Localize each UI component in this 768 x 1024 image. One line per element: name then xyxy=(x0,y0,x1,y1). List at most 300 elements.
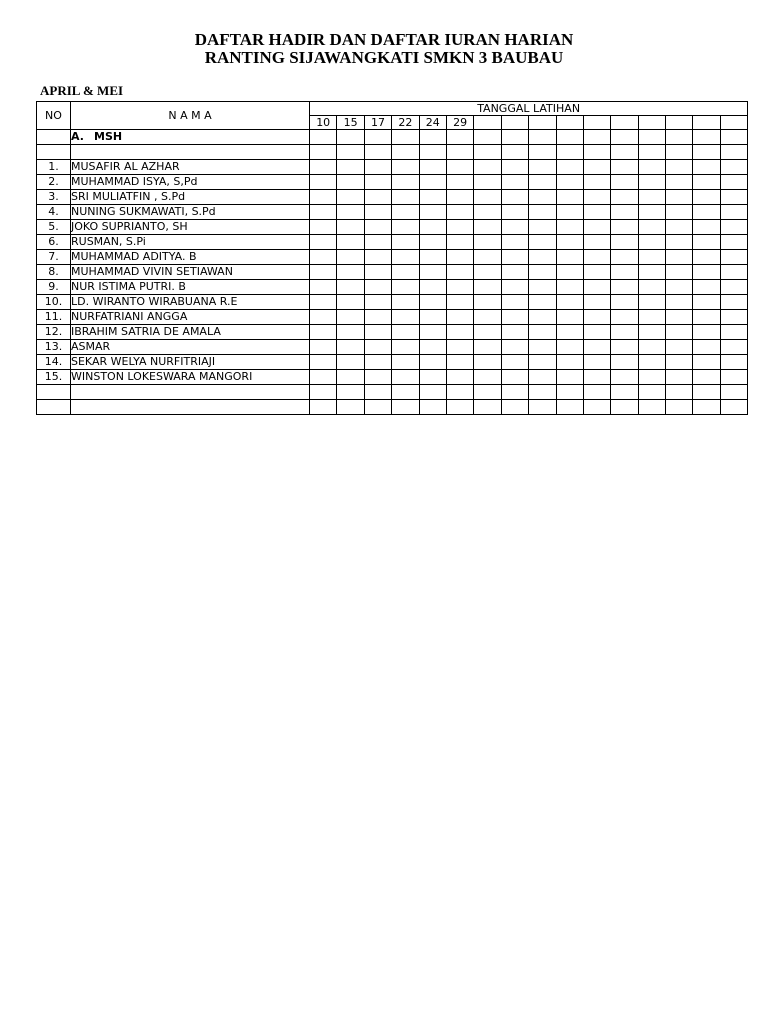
attendance-cell[interactable] xyxy=(529,355,556,370)
attendance-cell[interactable] xyxy=(474,340,501,355)
attendance-cell[interactable] xyxy=(419,310,446,325)
attendance-cell[interactable] xyxy=(666,175,693,190)
attendance-cell[interactable] xyxy=(474,295,501,310)
attendance-cell[interactable] xyxy=(611,370,638,385)
attendance-cell[interactable] xyxy=(501,205,528,220)
attendance-cell[interactable] xyxy=(364,370,391,385)
attendance-cell[interactable] xyxy=(638,325,665,340)
attendance-cell[interactable] xyxy=(583,250,610,265)
attendance-cell[interactable] xyxy=(529,250,556,265)
attendance-cell[interactable] xyxy=(556,220,583,235)
attendance-cell[interactable] xyxy=(337,205,364,220)
attendance-cell[interactable] xyxy=(693,295,720,310)
attendance-cell[interactable] xyxy=(720,295,747,310)
attendance-cell[interactable] xyxy=(419,340,446,355)
attendance-cell[interactable] xyxy=(556,355,583,370)
attendance-cell[interactable] xyxy=(364,160,391,175)
attendance-cell[interactable] xyxy=(583,295,610,310)
attendance-cell[interactable] xyxy=(501,385,528,400)
attendance-cell[interactable] xyxy=(638,175,665,190)
attendance-cell[interactable] xyxy=(529,205,556,220)
attendance-cell[interactable] xyxy=(310,400,337,415)
attendance-cell[interactable] xyxy=(337,175,364,190)
attendance-cell[interactable] xyxy=(638,160,665,175)
attendance-cell[interactable] xyxy=(474,385,501,400)
attendance-cell[interactable] xyxy=(720,385,747,400)
attendance-cell[interactable] xyxy=(310,385,337,400)
attendance-cell[interactable] xyxy=(337,130,364,145)
attendance-cell[interactable] xyxy=(446,190,473,205)
attendance-cell[interactable] xyxy=(583,385,610,400)
attendance-cell[interactable] xyxy=(337,370,364,385)
attendance-cell[interactable] xyxy=(529,310,556,325)
attendance-cell[interactable] xyxy=(310,295,337,310)
attendance-cell[interactable] xyxy=(474,370,501,385)
attendance-cell[interactable] xyxy=(529,160,556,175)
attendance-cell[interactable] xyxy=(666,325,693,340)
attendance-cell[interactable] xyxy=(337,235,364,250)
attendance-cell[interactable] xyxy=(310,325,337,340)
attendance-cell[interactable] xyxy=(693,385,720,400)
attendance-cell[interactable] xyxy=(446,325,473,340)
attendance-cell[interactable] xyxy=(638,295,665,310)
attendance-cell[interactable] xyxy=(364,355,391,370)
attendance-cell[interactable] xyxy=(364,400,391,415)
attendance-cell[interactable] xyxy=(501,265,528,280)
attendance-cell[interactable] xyxy=(611,160,638,175)
attendance-cell[interactable] xyxy=(611,310,638,325)
attendance-cell[interactable] xyxy=(337,355,364,370)
attendance-cell[interactable] xyxy=(583,310,610,325)
attendance-cell[interactable] xyxy=(501,295,528,310)
attendance-cell[interactable] xyxy=(529,370,556,385)
attendance-cell[interactable] xyxy=(446,400,473,415)
attendance-cell[interactable] xyxy=(720,160,747,175)
attendance-cell[interactable] xyxy=(720,400,747,415)
attendance-cell[interactable] xyxy=(693,190,720,205)
attendance-cell[interactable] xyxy=(310,130,337,145)
attendance-cell[interactable] xyxy=(666,190,693,205)
attendance-cell[interactable] xyxy=(720,355,747,370)
attendance-cell[interactable] xyxy=(529,220,556,235)
attendance-cell[interactable] xyxy=(666,340,693,355)
attendance-cell[interactable] xyxy=(583,400,610,415)
attendance-cell[interactable] xyxy=(364,310,391,325)
attendance-cell[interactable] xyxy=(419,205,446,220)
attendance-cell[interactable] xyxy=(446,145,473,160)
attendance-cell[interactable] xyxy=(446,250,473,265)
attendance-cell[interactable] xyxy=(392,280,419,295)
attendance-cell[interactable] xyxy=(446,175,473,190)
attendance-cell[interactable] xyxy=(693,130,720,145)
attendance-cell[interactable] xyxy=(583,235,610,250)
attendance-cell[interactable] xyxy=(529,235,556,250)
attendance-cell[interactable] xyxy=(693,355,720,370)
attendance-cell[interactable] xyxy=(556,265,583,280)
attendance-cell[interactable] xyxy=(419,235,446,250)
attendance-cell[interactable] xyxy=(666,310,693,325)
attendance-cell[interactable] xyxy=(392,235,419,250)
attendance-cell[interactable] xyxy=(419,325,446,340)
attendance-cell[interactable] xyxy=(419,220,446,235)
attendance-cell[interactable] xyxy=(310,160,337,175)
attendance-cell[interactable] xyxy=(419,265,446,280)
attendance-cell[interactable] xyxy=(583,160,610,175)
attendance-cell[interactable] xyxy=(666,130,693,145)
attendance-cell[interactable] xyxy=(310,310,337,325)
attendance-cell[interactable] xyxy=(419,355,446,370)
attendance-cell[interactable] xyxy=(419,175,446,190)
attendance-cell[interactable] xyxy=(583,205,610,220)
attendance-cell[interactable] xyxy=(666,205,693,220)
attendance-cell[interactable] xyxy=(337,145,364,160)
attendance-cell[interactable] xyxy=(666,295,693,310)
attendance-cell[interactable] xyxy=(693,175,720,190)
attendance-cell[interactable] xyxy=(529,175,556,190)
attendance-cell[interactable] xyxy=(392,310,419,325)
attendance-cell[interactable] xyxy=(474,160,501,175)
attendance-cell[interactable] xyxy=(666,370,693,385)
attendance-cell[interactable] xyxy=(392,295,419,310)
attendance-cell[interactable] xyxy=(474,175,501,190)
attendance-cell[interactable] xyxy=(337,340,364,355)
attendance-cell[interactable] xyxy=(364,145,391,160)
attendance-cell[interactable] xyxy=(693,310,720,325)
attendance-cell[interactable] xyxy=(501,340,528,355)
attendance-cell[interactable] xyxy=(556,160,583,175)
attendance-cell[interactable] xyxy=(556,190,583,205)
attendance-cell[interactable] xyxy=(501,370,528,385)
attendance-cell[interactable] xyxy=(474,325,501,340)
attendance-cell[interactable] xyxy=(611,295,638,310)
attendance-cell[interactable] xyxy=(419,145,446,160)
attendance-cell[interactable] xyxy=(310,145,337,160)
attendance-cell[interactable] xyxy=(638,250,665,265)
attendance-cell[interactable] xyxy=(392,145,419,160)
attendance-cell[interactable] xyxy=(501,235,528,250)
attendance-cell[interactable] xyxy=(392,340,419,355)
attendance-cell[interactable] xyxy=(693,145,720,160)
attendance-cell[interactable] xyxy=(310,190,337,205)
attendance-cell[interactable] xyxy=(446,295,473,310)
attendance-cell[interactable] xyxy=(337,220,364,235)
attendance-cell[interactable] xyxy=(611,205,638,220)
attendance-cell[interactable] xyxy=(310,265,337,280)
attendance-cell[interactable] xyxy=(638,370,665,385)
attendance-cell[interactable] xyxy=(446,370,473,385)
attendance-cell[interactable] xyxy=(337,295,364,310)
attendance-cell[interactable] xyxy=(638,280,665,295)
attendance-cell[interactable] xyxy=(419,160,446,175)
attendance-cell[interactable] xyxy=(529,400,556,415)
attendance-cell[interactable] xyxy=(556,235,583,250)
attendance-cell[interactable] xyxy=(638,400,665,415)
attendance-cell[interactable] xyxy=(446,385,473,400)
attendance-cell[interactable] xyxy=(310,205,337,220)
attendance-cell[interactable] xyxy=(446,340,473,355)
attendance-cell[interactable] xyxy=(583,340,610,355)
attendance-cell[interactable] xyxy=(611,265,638,280)
attendance-cell[interactable] xyxy=(583,175,610,190)
attendance-cell[interactable] xyxy=(392,355,419,370)
attendance-cell[interactable] xyxy=(666,145,693,160)
attendance-cell[interactable] xyxy=(474,400,501,415)
attendance-cell[interactable] xyxy=(529,190,556,205)
attendance-cell[interactable] xyxy=(364,205,391,220)
attendance-cell[interactable] xyxy=(666,160,693,175)
attendance-cell[interactable] xyxy=(720,175,747,190)
attendance-cell[interactable] xyxy=(611,325,638,340)
attendance-cell[interactable] xyxy=(556,205,583,220)
attendance-cell[interactable] xyxy=(337,265,364,280)
attendance-cell[interactable] xyxy=(693,340,720,355)
attendance-cell[interactable] xyxy=(446,310,473,325)
attendance-cell[interactable] xyxy=(474,205,501,220)
attendance-cell[interactable] xyxy=(638,355,665,370)
attendance-cell[interactable] xyxy=(529,280,556,295)
attendance-cell[interactable] xyxy=(666,235,693,250)
attendance-cell[interactable] xyxy=(501,145,528,160)
attendance-cell[interactable] xyxy=(638,130,665,145)
attendance-cell[interactable] xyxy=(392,130,419,145)
attendance-cell[interactable] xyxy=(310,370,337,385)
attendance-cell[interactable] xyxy=(310,235,337,250)
attendance-cell[interactable] xyxy=(556,370,583,385)
attendance-cell[interactable] xyxy=(529,265,556,280)
attendance-cell[interactable] xyxy=(611,280,638,295)
attendance-cell[interactable] xyxy=(583,220,610,235)
attendance-cell[interactable] xyxy=(364,250,391,265)
attendance-cell[interactable] xyxy=(720,340,747,355)
attendance-cell[interactable] xyxy=(310,280,337,295)
attendance-cell[interactable] xyxy=(446,205,473,220)
attendance-cell[interactable] xyxy=(583,190,610,205)
attendance-cell[interactable] xyxy=(693,400,720,415)
attendance-cell[interactable] xyxy=(666,385,693,400)
attendance-cell[interactable] xyxy=(556,340,583,355)
attendance-cell[interactable] xyxy=(392,250,419,265)
attendance-cell[interactable] xyxy=(720,220,747,235)
attendance-cell[interactable] xyxy=(638,340,665,355)
attendance-cell[interactable] xyxy=(720,310,747,325)
attendance-cell[interactable] xyxy=(611,145,638,160)
attendance-cell[interactable] xyxy=(474,310,501,325)
attendance-cell[interactable] xyxy=(474,280,501,295)
attendance-cell[interactable] xyxy=(364,340,391,355)
attendance-cell[interactable] xyxy=(446,265,473,280)
attendance-cell[interactable] xyxy=(556,325,583,340)
attendance-cell[interactable] xyxy=(310,220,337,235)
attendance-cell[interactable] xyxy=(556,250,583,265)
attendance-cell[interactable] xyxy=(666,250,693,265)
attendance-cell[interactable] xyxy=(693,235,720,250)
attendance-cell[interactable] xyxy=(583,265,610,280)
attendance-cell[interactable] xyxy=(666,355,693,370)
attendance-cell[interactable] xyxy=(392,265,419,280)
attendance-cell[interactable] xyxy=(364,130,391,145)
attendance-cell[interactable] xyxy=(611,385,638,400)
attendance-cell[interactable] xyxy=(310,340,337,355)
attendance-cell[interactable] xyxy=(364,265,391,280)
attendance-cell[interactable] xyxy=(446,220,473,235)
attendance-cell[interactable] xyxy=(392,175,419,190)
attendance-cell[interactable] xyxy=(501,175,528,190)
attendance-cell[interactable] xyxy=(529,130,556,145)
attendance-cell[interactable] xyxy=(364,295,391,310)
attendance-cell[interactable] xyxy=(693,250,720,265)
attendance-cell[interactable] xyxy=(611,340,638,355)
attendance-cell[interactable] xyxy=(611,250,638,265)
attendance-cell[interactable] xyxy=(474,190,501,205)
attendance-cell[interactable] xyxy=(446,280,473,295)
attendance-cell[interactable] xyxy=(419,385,446,400)
attendance-cell[interactable] xyxy=(638,235,665,250)
attendance-cell[interactable] xyxy=(720,370,747,385)
attendance-cell[interactable] xyxy=(583,280,610,295)
attendance-cell[interactable] xyxy=(611,400,638,415)
attendance-cell[interactable] xyxy=(720,235,747,250)
attendance-cell[interactable] xyxy=(364,385,391,400)
attendance-cell[interactable] xyxy=(501,310,528,325)
attendance-cell[interactable] xyxy=(693,265,720,280)
attendance-cell[interactable] xyxy=(337,310,364,325)
attendance-cell[interactable] xyxy=(364,220,391,235)
attendance-cell[interactable] xyxy=(474,235,501,250)
attendance-cell[interactable] xyxy=(583,145,610,160)
attendance-cell[interactable] xyxy=(392,370,419,385)
attendance-cell[interactable] xyxy=(611,220,638,235)
attendance-cell[interactable] xyxy=(446,355,473,370)
attendance-cell[interactable] xyxy=(446,130,473,145)
attendance-cell[interactable] xyxy=(419,280,446,295)
attendance-cell[interactable] xyxy=(310,250,337,265)
attendance-cell[interactable] xyxy=(392,190,419,205)
attendance-cell[interactable] xyxy=(693,370,720,385)
attendance-cell[interactable] xyxy=(474,130,501,145)
attendance-cell[interactable] xyxy=(337,385,364,400)
attendance-cell[interactable] xyxy=(583,370,610,385)
attendance-cell[interactable] xyxy=(501,325,528,340)
attendance-cell[interactable] xyxy=(611,130,638,145)
attendance-cell[interactable] xyxy=(583,130,610,145)
attendance-cell[interactable] xyxy=(556,385,583,400)
attendance-cell[interactable] xyxy=(720,190,747,205)
attendance-cell[interactable] xyxy=(529,340,556,355)
attendance-cell[interactable] xyxy=(337,190,364,205)
attendance-cell[interactable] xyxy=(583,355,610,370)
attendance-cell[interactable] xyxy=(501,250,528,265)
attendance-cell[interactable] xyxy=(501,355,528,370)
attendance-cell[interactable] xyxy=(638,220,665,235)
attendance-cell[interactable] xyxy=(337,280,364,295)
attendance-cell[interactable] xyxy=(666,220,693,235)
attendance-cell[interactable] xyxy=(638,205,665,220)
attendance-cell[interactable] xyxy=(446,235,473,250)
attendance-cell[interactable] xyxy=(556,310,583,325)
attendance-cell[interactable] xyxy=(638,145,665,160)
attendance-cell[interactable] xyxy=(501,400,528,415)
attendance-cell[interactable] xyxy=(720,130,747,145)
attendance-cell[interactable] xyxy=(693,205,720,220)
attendance-cell[interactable] xyxy=(611,190,638,205)
attendance-cell[interactable] xyxy=(474,355,501,370)
attendance-cell[interactable] xyxy=(693,160,720,175)
attendance-cell[interactable] xyxy=(529,385,556,400)
attendance-cell[interactable] xyxy=(474,265,501,280)
attendance-cell[interactable] xyxy=(446,160,473,175)
attendance-cell[interactable] xyxy=(638,265,665,280)
attendance-cell[interactable] xyxy=(501,280,528,295)
attendance-cell[interactable] xyxy=(392,385,419,400)
attendance-cell[interactable] xyxy=(720,325,747,340)
attendance-cell[interactable] xyxy=(392,160,419,175)
attendance-cell[interactable] xyxy=(392,400,419,415)
attendance-cell[interactable] xyxy=(310,355,337,370)
attendance-cell[interactable] xyxy=(337,325,364,340)
attendance-cell[interactable] xyxy=(529,145,556,160)
attendance-cell[interactable] xyxy=(666,400,693,415)
attendance-cell[interactable] xyxy=(693,220,720,235)
attendance-cell[interactable] xyxy=(501,130,528,145)
attendance-cell[interactable] xyxy=(337,400,364,415)
attendance-cell[interactable] xyxy=(638,310,665,325)
attendance-cell[interactable] xyxy=(666,280,693,295)
attendance-cell[interactable] xyxy=(419,295,446,310)
attendance-cell[interactable] xyxy=(693,280,720,295)
attendance-cell[interactable] xyxy=(556,400,583,415)
attendance-cell[interactable] xyxy=(556,145,583,160)
attendance-cell[interactable] xyxy=(474,220,501,235)
attendance-cell[interactable] xyxy=(501,220,528,235)
attendance-cell[interactable] xyxy=(720,250,747,265)
attendance-cell[interactable] xyxy=(638,190,665,205)
attendance-cell[interactable] xyxy=(474,250,501,265)
attendance-cell[interactable] xyxy=(529,325,556,340)
attendance-cell[interactable] xyxy=(611,235,638,250)
attendance-cell[interactable] xyxy=(474,145,501,160)
attendance-cell[interactable] xyxy=(720,265,747,280)
attendance-cell[interactable] xyxy=(364,175,391,190)
attendance-cell[interactable] xyxy=(720,205,747,220)
attendance-cell[interactable] xyxy=(611,355,638,370)
attendance-cell[interactable] xyxy=(392,325,419,340)
attendance-cell[interactable] xyxy=(310,175,337,190)
attendance-cell[interactable] xyxy=(337,160,364,175)
attendance-cell[interactable] xyxy=(364,325,391,340)
attendance-cell[interactable] xyxy=(556,295,583,310)
attendance-cell[interactable] xyxy=(364,190,391,205)
attendance-cell[interactable] xyxy=(611,175,638,190)
attendance-cell[interactable] xyxy=(419,250,446,265)
attendance-cell[interactable] xyxy=(419,370,446,385)
attendance-cell[interactable] xyxy=(419,400,446,415)
attendance-cell[interactable] xyxy=(556,175,583,190)
attendance-cell[interactable] xyxy=(666,265,693,280)
attendance-cell[interactable] xyxy=(364,235,391,250)
attendance-cell[interactable] xyxy=(529,295,556,310)
attendance-cell[interactable] xyxy=(556,130,583,145)
attendance-cell[interactable] xyxy=(337,250,364,265)
attendance-cell[interactable] xyxy=(583,325,610,340)
attendance-cell[interactable] xyxy=(419,130,446,145)
attendance-cell[interactable] xyxy=(638,385,665,400)
attendance-cell[interactable] xyxy=(501,190,528,205)
attendance-cell[interactable] xyxy=(556,280,583,295)
attendance-cell[interactable] xyxy=(392,205,419,220)
attendance-cell[interactable] xyxy=(693,325,720,340)
attendance-cell[interactable] xyxy=(364,280,391,295)
attendance-cell[interactable] xyxy=(501,160,528,175)
